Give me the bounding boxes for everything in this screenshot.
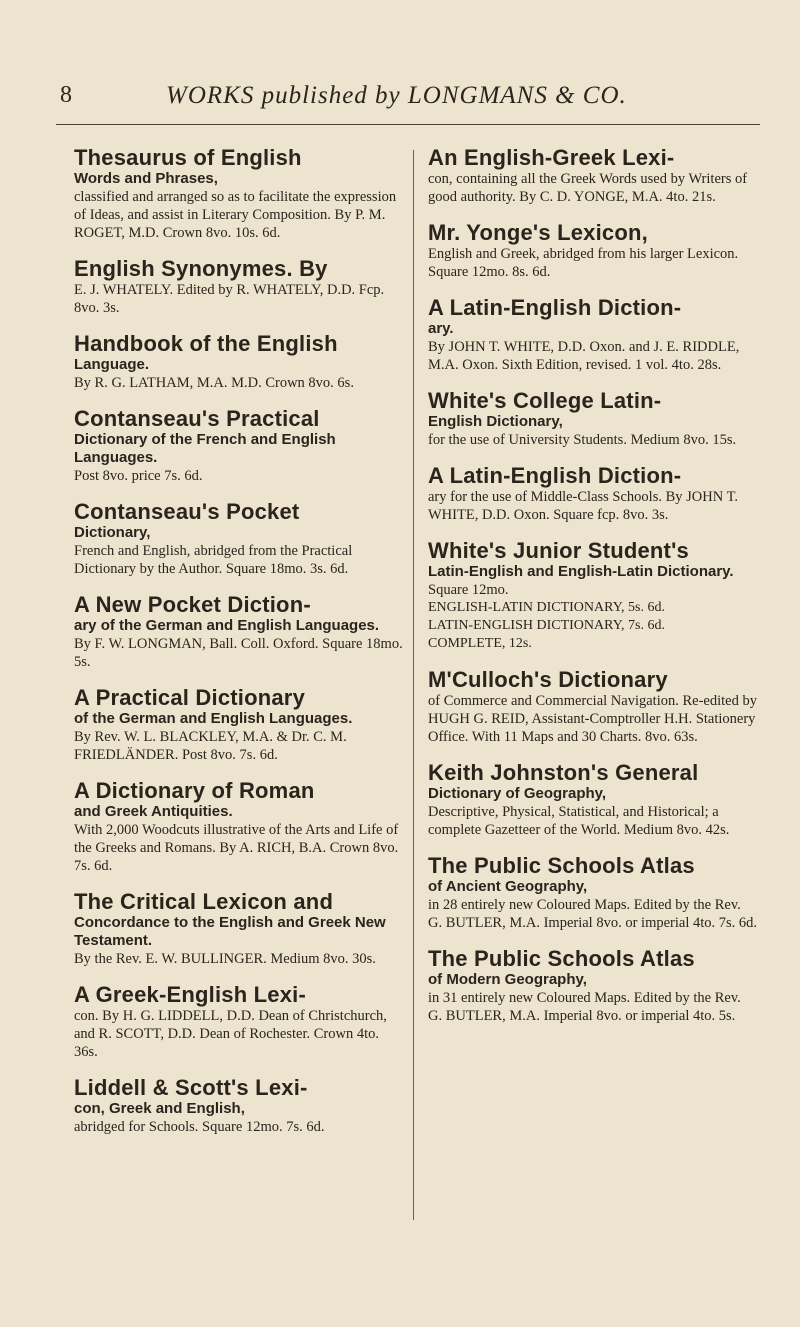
entry-subtitle: Words and Phrases,	[74, 170, 218, 187]
entry-body: By JOHN T. WHITE, D.D. Oxon. and J. E. RIDDLE, M.A. Oxon. Sixth Edition, revised. 1 vol. 4to. 28s.	[428, 339, 740, 373]
entry-subtitle: Dictionary of Geography,	[428, 785, 607, 802]
catalogue-entry	[74, 256, 404, 317]
entry-title: A Greek-English Lexi-	[74, 982, 306, 1007]
catalogue-entry	[74, 685, 404, 764]
catalogue-entry	[428, 463, 758, 524]
catalogue-entry	[428, 760, 758, 839]
catalogue-entry	[428, 388, 758, 449]
entry-title: White's Junior Student's	[428, 538, 689, 563]
catalogue-entry	[428, 853, 758, 932]
entry-body: con, containing all the Greek Words used by Writers of good authority. By C. D. YONGE, M.A. 4to. 21s.	[428, 171, 748, 205]
entry-subtitle: Language.	[74, 356, 150, 373]
catalogue-entry	[74, 406, 404, 485]
entry-title: The Critical Lexicon and	[74, 889, 334, 914]
left-column	[74, 145, 404, 1150]
entry-title: The Public Schools Atlas	[428, 853, 695, 878]
entry-price-line: COMPLETE, 12s.	[428, 636, 532, 651]
entry-body: By the Rev. E. W. BULLINGER. Medium 8vo. 30s.	[74, 951, 376, 967]
right-column	[428, 145, 758, 1039]
entry-subtitle: of Modern Geography,	[428, 971, 587, 988]
entry-title: Contanseau's Pocket	[74, 499, 300, 524]
entry-title: M'Culloch's Dictionary	[428, 667, 668, 692]
entry-title: A New Pocket Diction-	[74, 592, 311, 617]
entry-subtitle: Latin-English and English-Latin Dictionary.	[428, 563, 734, 580]
catalogue-entry	[428, 220, 758, 281]
entry-price-line: ENGLISH-LATIN DICTIONARY, 5s. 6d.	[428, 600, 665, 615]
entry-title: A Practical Dictionary	[74, 685, 306, 710]
catalogue-entry	[428, 145, 758, 206]
entry-price-line: LATIN-ENGLISH DICTIONARY, 7s. 6d.	[428, 618, 665, 633]
page-number: 8	[60, 82, 72, 108]
entry-subtitle: Dictionary of the French and English Languages.	[74, 431, 336, 466]
running-title: WORKS published by LONGMANS & CO.	[166, 82, 627, 109]
entry-body: for the use of University Students. Medium 8vo. 15s.	[428, 432, 737, 448]
entry-body: ary for the use of Middle-Class Schools. By JOHN T. WHITE, D.D. Oxon. Square fcp. 8vo. 3s.	[428, 489, 738, 523]
entry-title: Mr. Yonge's Lexicon,	[428, 220, 648, 245]
catalogue-entry	[74, 889, 404, 968]
catalogue-entry	[74, 1075, 404, 1136]
entry-title: A Latin-English Diction-	[428, 463, 682, 488]
entry-body: Post 8vo. price 7s. 6d.	[74, 468, 203, 484]
entry-subtitle: of Ancient Geography,	[428, 878, 588, 895]
entry-body: English and Greek, abridged from his larger Lexicon. Square 12mo. 8s. 6d.	[428, 246, 739, 280]
entry-body: of Commerce and Commercial Navigation. Re-edited by HUGH G. REID, Assistant-Comptroller H.H. Stationery Office. With 11 Maps and 30 Charts. 8vo. 63s.	[428, 693, 757, 745]
catalogue-entry	[74, 982, 404, 1061]
catalogue-entry	[74, 499, 404, 578]
header-rule	[56, 124, 760, 125]
entry-subtitle: Concordance to the English and Greek New Testament.	[74, 914, 386, 949]
entry-title: The Public Schools Atlas	[428, 946, 695, 971]
catalogue-entry	[428, 946, 758, 1025]
entry-title: White's College Latin-	[428, 388, 662, 413]
entry-title: English Synonymes. By	[74, 256, 328, 281]
entry-title: A Latin-English Diction-	[428, 295, 682, 320]
catalogue-entry	[428, 295, 758, 374]
catalogue-entry	[74, 331, 404, 392]
entry-body: By Rev. W. L. BLACKLEY, M.A. & Dr. C. M. FRIEDLÄNDER. Post 8vo. 7s. 6d.	[74, 729, 347, 763]
entry-subtitle: of the German and English Languages.	[74, 710, 353, 727]
entry-subtitle: ary.	[428, 320, 454, 337]
entry-body: French and English, abridged from the Practical Dictionary by the Author. Square 18mo. 3s. 6d.	[74, 543, 353, 577]
page-header	[56, 82, 760, 122]
entry-body: in 28 entirely new Coloured Maps. Edited by the Rev. G. BUTLER, M.A. Imperial 8vo. or imperial 4to. 7s. 6d.	[428, 897, 758, 931]
column-divider	[413, 150, 414, 1220]
entry-body: in 31 entirely new Coloured Maps. Edited by the Rev. G. BUTLER, M.A. Imperial 8vo. or imperial 4to. 5s.	[428, 990, 741, 1024]
entry-body: Descriptive, Physical, Statistical, and Historical; a complete Gazetteer of the World. Medium 8vo. 42s.	[428, 804, 730, 838]
entry-body: By F. W. LONGMAN, Ball. Coll. Oxford. Square 18mo. 5s.	[74, 636, 403, 670]
entry-body: Square 12mo.	[428, 582, 509, 598]
entry-title: Liddell & Scott's Lexi-	[74, 1075, 308, 1100]
entry-title: Thesaurus of English	[74, 145, 302, 170]
entry-body: con. By H. G. LIDDELL, D.D. Dean of Christchurch, and R. SCOTT, D.D. Dean of Rochester. Crown 4to. 36s.	[74, 1008, 387, 1060]
entry-subtitle: ary of the German and English Languages.	[74, 617, 380, 634]
entry-body: By R. G. LATHAM, M.A. M.D. Crown 8vo. 6s.	[74, 375, 354, 391]
entry-body: abridged for Schools. Square 12mo. 7s. 6d.	[74, 1119, 325, 1135]
entry-title: An English-Greek Lexi-	[428, 145, 675, 170]
entry-subtitle: English Dictionary,	[428, 413, 563, 430]
entry-body: classified and arranged so as to facilitate the expression of Ideas, and assist in Literary Composition. By P. M. ROGET, M.D. Crown 8vo. 10s. 6d.	[74, 189, 397, 241]
catalogue-entry	[74, 145, 404, 242]
entry-title: Handbook of the English	[74, 331, 338, 356]
catalogue-entry	[428, 538, 758, 653]
entry-title: Keith Johnston's General	[428, 760, 699, 785]
catalogue-entry	[74, 592, 404, 671]
entry-subtitle: and Greek Antiquities.	[74, 803, 233, 820]
entry-subtitle: con, Greek and English,	[74, 1100, 245, 1117]
entry-subtitle: Dictionary,	[74, 524, 151, 541]
entry-body: With 2,000 Woodcuts illustrative of the Arts and Life of the Greeks and Romans. By A. RICH, B.A. Crown 8vo. 7s. 6d.	[74, 822, 399, 874]
catalogue-entry	[428, 667, 758, 746]
catalogue-entry	[74, 778, 404, 875]
entry-title: A Dictionary of Roman	[74, 778, 315, 803]
entry-body: E. J. WHATELY. Edited by R. WHATELY, D.D. Fcp. 8vo. 3s.	[74, 282, 385, 316]
entry-title: Contanseau's Practical	[74, 406, 320, 431]
